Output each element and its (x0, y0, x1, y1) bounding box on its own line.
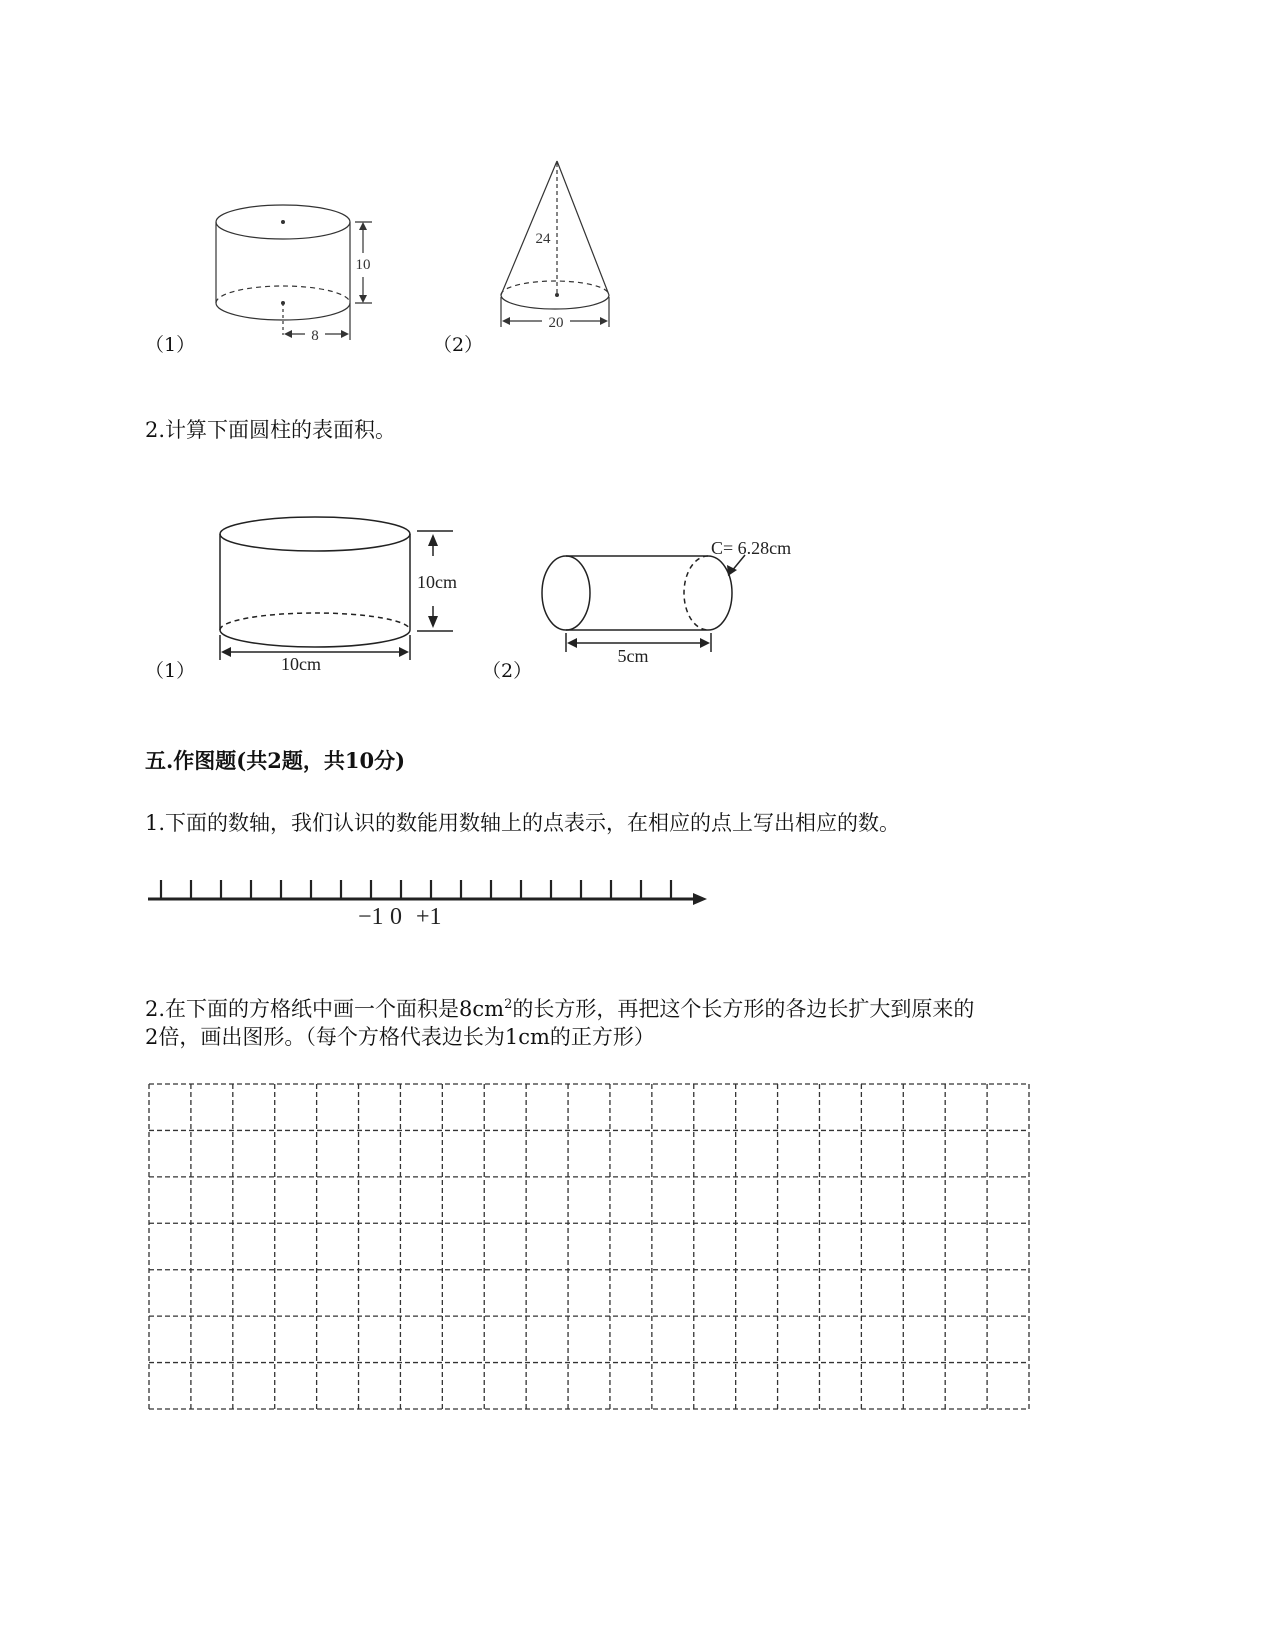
question-2-text: 2.计算下面圆柱的表面积。 (145, 418, 397, 442)
number-line (140, 872, 715, 932)
figure-label-2: （2） (433, 334, 484, 356)
horizontal-cylinder-figure (530, 530, 820, 675)
cylinder-length-label: 5cm (617, 646, 649, 666)
cylinder-height-label: 10 (355, 257, 371, 273)
question-1-text: 1.下面的数轴，我们认识的数能用数轴上的点表示，在相应的点上写出相应的数。 (145, 811, 901, 835)
cylinder-figure-2 (205, 510, 470, 680)
question-2-label-1: （1） (145, 660, 196, 682)
question-2-draw-line-1 (145, 990, 974, 1024)
question-2-draw-text-a: 2.在下面的方格纸中画一个面积是8cm (145, 997, 505, 1021)
question-2-draw-text-b: 的长方形，再把这个长方形的各边长扩大到原来的 (512, 997, 975, 1021)
cylinder-figure-1 (200, 195, 400, 350)
cylinder-radius-label: 8 (311, 328, 319, 344)
number-label-zero: 0 (390, 904, 402, 930)
superscript-2: 2 (504, 997, 513, 1012)
grid-paper (145, 1080, 1035, 1415)
figure-label-1: （1） (145, 334, 196, 356)
question-2-label-2: （2） (482, 660, 533, 682)
cylinder-2-height-label: 10cm (417, 572, 457, 592)
circumference-label: C= 6.28cm (711, 538, 792, 558)
cone-diameter-label: 20 (548, 315, 564, 331)
number-label-plus-one: +1 (416, 904, 442, 930)
section-heading: 五.作图题(共2题，共10分) (145, 748, 406, 773)
cone-figure (490, 155, 620, 335)
number-label-minus-one: −1 (358, 904, 384, 930)
cylinder-2-diameter-label: 10cm (281, 654, 321, 674)
cone-height-label: 24 (535, 231, 551, 247)
question-2-draw-line-2: 2倍，画出图形。（每个方格代表边长为1cm的正方形） (145, 1025, 655, 1049)
